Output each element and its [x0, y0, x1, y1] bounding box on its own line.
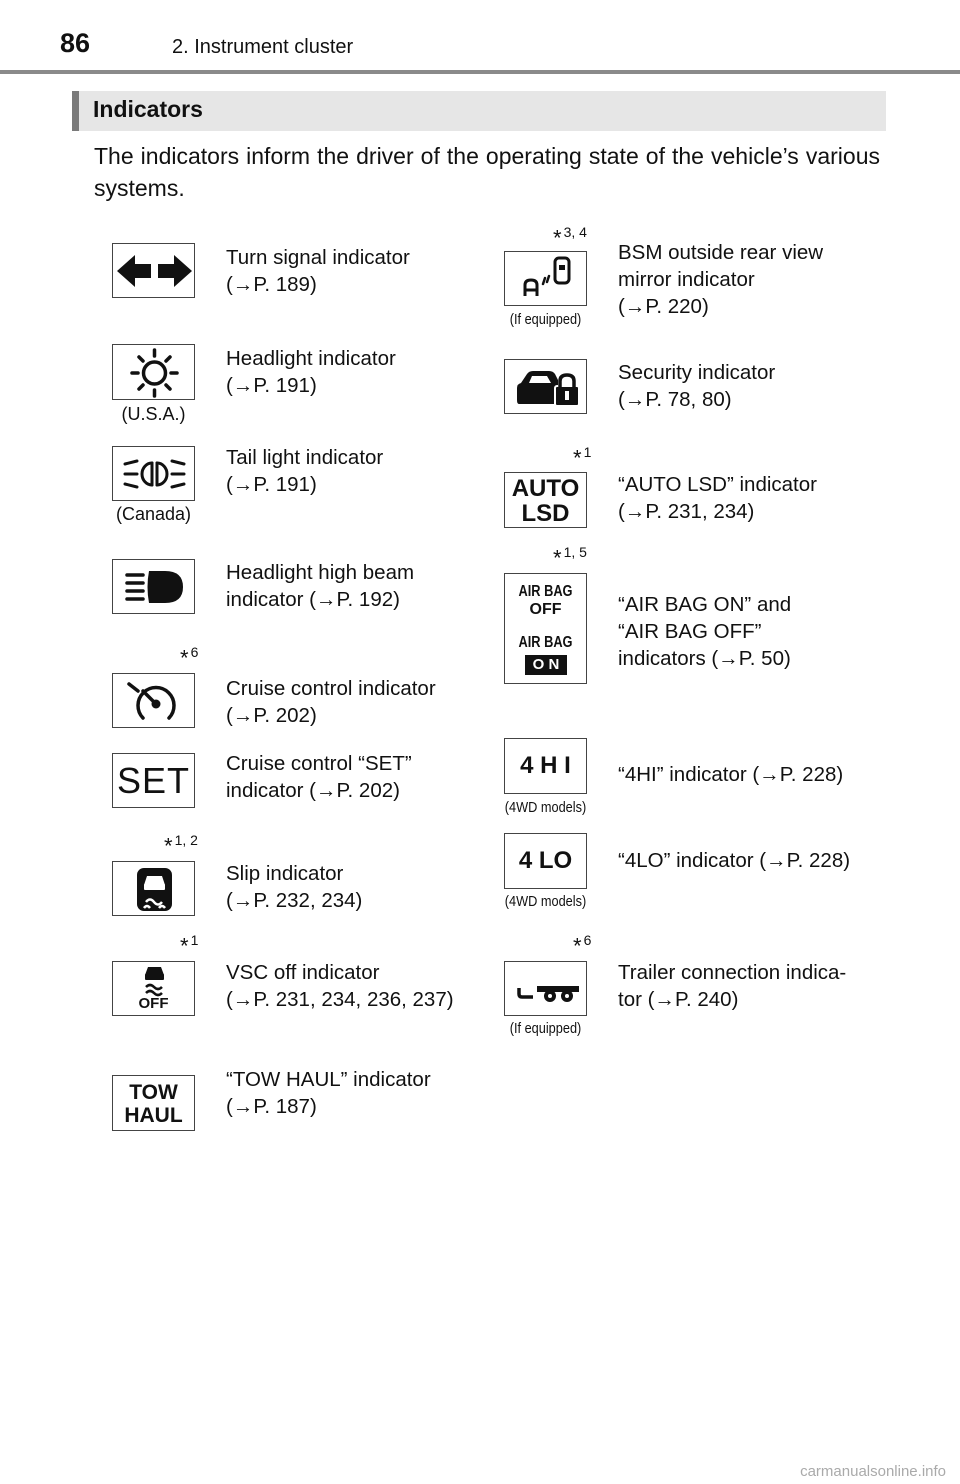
airbag-on-badge: O N	[525, 655, 567, 675]
4lo-text: “4LO” indicator (→P. 228)	[618, 849, 851, 872]
vsc-off-note: * $_1$	[180, 932, 199, 959]
page-number: 86	[60, 28, 91, 58]
auto-lsd-icon: AUTO LSD	[504, 472, 587, 528]
headlight-text: Headlight indicator (→P. 191)	[226, 347, 396, 397]
trailer-caption: (If equipped)	[509, 1020, 582, 1037]
4hi-icon: 4 H I	[504, 738, 587, 794]
tow-haul-text: “TOW HAUL” indicator (→P. 187)	[226, 1068, 431, 1118]
security-text: Security indicator (→P. 78, 80)	[618, 361, 776, 411]
high-beam-text: Headlight high beam indicator (→P. 192)	[226, 561, 415, 611]
4hi-text: “4HI” indicator (→P. 228)	[618, 763, 844, 786]
bsm-text: BSM outside rear view mirror indicator (→P. 220)	[618, 241, 824, 318]
cruise-control-note: * $_6$	[180, 644, 199, 671]
auto-lsd-note: * $_1$	[573, 444, 592, 471]
slip-note: * $_{1, 2}$	[164, 832, 198, 859]
vsc-off-icon: OFF	[112, 961, 195, 1016]
chapter-title: 2. Instrument cluster	[172, 36, 354, 58]
security-icon	[504, 359, 587, 414]
set-icon: SET	[112, 753, 195, 808]
turn-signal-icon	[112, 243, 195, 298]
trailer-text: Trailer connection indica- tor (→P. 240)	[618, 961, 847, 1011]
bsm-caption: (If equipped)	[509, 311, 582, 328]
watermark: carmanualsonline.info	[800, 1463, 946, 1480]
section-heading	[72, 91, 886, 131]
airbag-text: “AIR BAG ON” and “AIR BAG OFF” indicators (→P. 50)	[618, 593, 792, 670]
set-text: Cruise control “SET” indicator (→P. 202)	[226, 752, 412, 802]
4lo-icon: 4 LO	[504, 833, 587, 889]
airbag-note: * $_{1, 5}$	[553, 544, 587, 571]
high-beam-icon	[112, 559, 195, 614]
4hi-caption: (4WD models)	[504, 799, 587, 816]
header-rule	[0, 70, 960, 74]
slip-icon	[112, 861, 195, 916]
section-title: Indicators	[93, 96, 203, 122]
vsc-off-text: VSC off indicator (→P. 231, 234, 236, 237)	[226, 961, 454, 1011]
slip-text: Slip indicator (→P. 232, 234)	[226, 862, 363, 912]
tail-light-caption: (Canada)	[115, 504, 192, 524]
headlight-caption: (U.S.A.)	[121, 404, 186, 424]
cruise-control-icon	[112, 673, 195, 728]
trailer-note: * $_6$	[573, 932, 592, 959]
intro-paragraph: The indicators inform the driver of the operating state of the vehicle’s various systems.	[94, 143, 880, 201]
tow-haul-icon: TOW HAUL	[112, 1075, 195, 1131]
tail-light-icon	[112, 446, 195, 501]
cruise-control-text: Cruise control indicator (→P. 202)	[226, 677, 436, 727]
trailer-icon	[504, 961, 587, 1016]
4lo-caption: (4WD models)	[504, 893, 587, 910]
bsm-note: * $_{3, 4}$	[553, 224, 587, 251]
turn-signal-text: Turn signal indicator (→P. 189)	[226, 246, 410, 296]
headlight-icon	[112, 344, 195, 400]
airbag-icon: AIR BAG OFF AIR BAG O N	[504, 573, 587, 684]
auto-lsd-text: “AUTO LSD” indicator (→P. 231, 234)	[618, 473, 817, 523]
bsm-icon	[504, 251, 587, 306]
tail-light-text: Tail light indicator (→P. 191)	[226, 446, 384, 496]
